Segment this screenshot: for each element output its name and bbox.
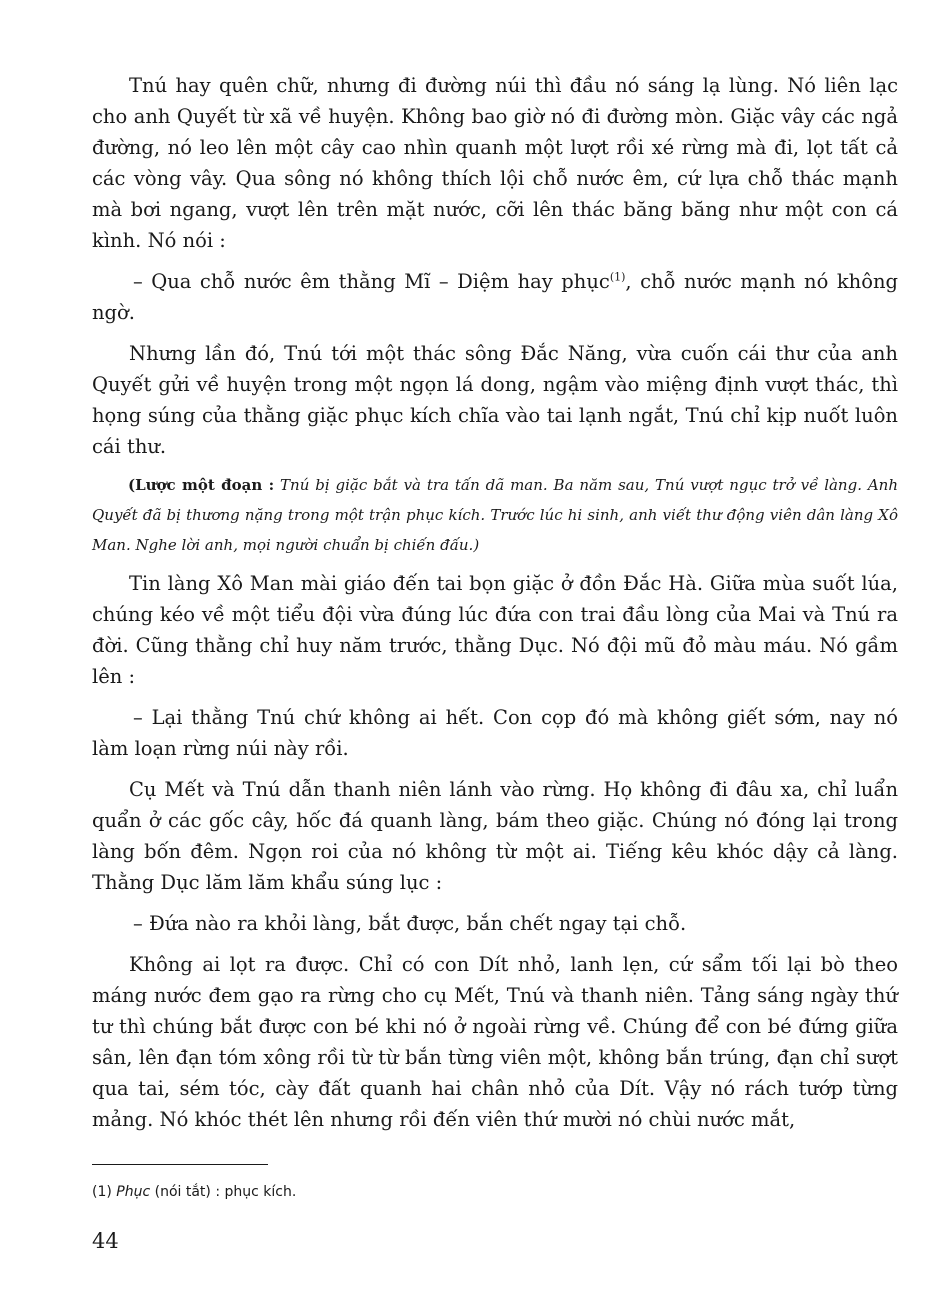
paragraph-4: Tin làng Xô Man mài giáo đến tai bọn giặc ở đồn Đắc Hà. Giữa mùa suốt lúa, chúng kéo về một tiểu đội vừa đúng lúc đứa con trai đầu lòng của Mai và Tnú ra đời. Cũng thằng chỉ huy năm trước, thằng Dục. Nó đội mũ đỏ màu máu. Nó gầm lên : bbox=[92, 572, 898, 688]
dialog-text-end: , chỗ nước mạnh nó không ngờ. bbox=[92, 270, 898, 324]
main-text bbox=[92, 70, 898, 1145]
footnote-divider bbox=[92, 1164, 268, 1165]
note-text: Tnú bị giặc bắt và tra tấn dã man. Ba năm sau, Tnú vượt ngục trở về làng. Anh Quyết đã bị thương nặng trong một trận phục kích. Trước lúc hi sinh, anh viết thư động viên dân làng Xô Man. Nghe lời anh, mọi người chuẩn bị chiến đấu.) bbox=[92, 476, 898, 554]
note-label: (Lược một đoạn : bbox=[128, 476, 275, 494]
page-number: 44 bbox=[92, 1229, 119, 1253]
footnote-definition: (nói tắt) : phục kích. bbox=[150, 1184, 297, 1200]
footnote-term: Phục bbox=[116, 1184, 151, 1200]
footnote-reference: (1) bbox=[609, 270, 626, 284]
paragraph-6: Cụ Mết và Tnú dẫn thanh niên lánh vào rừng. Họ không đi đâu xa, chỉ luẩn quẩn ở các gốc cây, hốc đá quanh làng, bám theo giặc. Chúng nó đóng lại trong làng bốn đêm. Ngọn roi của nó không từ một ai. Tiếng kêu khóc dậy cả làng. Thằng Dục lăm lăm khẩu súng lục : bbox=[92, 778, 898, 894]
footnote-marker: (1) bbox=[92, 1184, 117, 1200]
paragraph-1: Tnú hay quên chữ, nhưng đi đường núi thì đầu nó sáng lạ lùng. Nó liên lạc cho anh Quyết từ xã về huyện. Không bao giờ nó đi đường mòn. Giặc vây các ngả đường, nó leo lên một cây cao nhìn quanh một lượt rồi xé rừng mà đi, lọt tất cả các vòng vây. Qua sông nó không thích lội chỗ nước êm, cứ lựa chỗ thác mạnh mà bơi ngang, vượt lên trên mặt nước, cỡi lên thác băng băng như một con cá kình. Nó nói : bbox=[92, 74, 898, 252]
paragraph-5-dialog: – Lại thằng Tnú chứ không ai hết. Con cọp đó mà không giết sớm, nay nó làm loạn rừng núi này rồi. bbox=[92, 706, 898, 760]
paragraph-8: Không ai lọt ra được. Chỉ có con Dít nhỏ, lanh lẹn, cứ sẩm tối lại bò theo máng nước đem gạo ra rừng cho cụ Mết, Tnú và thanh niên. Tảng sáng ngày thứ tư thì chúng bắt được con bé khi nó ở ngoài rừng về. Chúng để con bé đứng giữa sân, lên đạn tóm xông rồi từ từ bắn từng viên một, không bắn trúng, đạn chỉ sượt qua tai, sém tóc, cày đất quanh hai chân nhỏ của Dít. Vậy nó rách tướp từng mảng. Nó khóc thét lên nhưng rồi đến viên thứ mười nó chùi nước mắt, bbox=[92, 953, 898, 1131]
paragraph-3: Nhưng lần đó, Tnú tới một thác sông Đắc Năng, vừa cuốn cái thư của anh Quyết gửi về huyện trong một ngọn lá dong, ngậm vào miệng định vượt thác, thì họng súng của thằng giặc phục kích chĩa vào tai lạnh ngắt, Tnú chỉ kịp nuốt luôn cái thư. bbox=[92, 342, 898, 458]
paragraph-7-dialog: – Đứa nào ra khỏi làng, bắt được, bắn chết ngay tại chỗ. bbox=[133, 912, 687, 935]
paragraph-2-dialog bbox=[92, 266, 898, 328]
footnote bbox=[92, 1182, 296, 1202]
editorial-summary-note bbox=[92, 470, 898, 560]
dialog-text-start: – Qua chỗ nước êm thằng Mĩ – Diệm hay phục bbox=[133, 270, 610, 293]
